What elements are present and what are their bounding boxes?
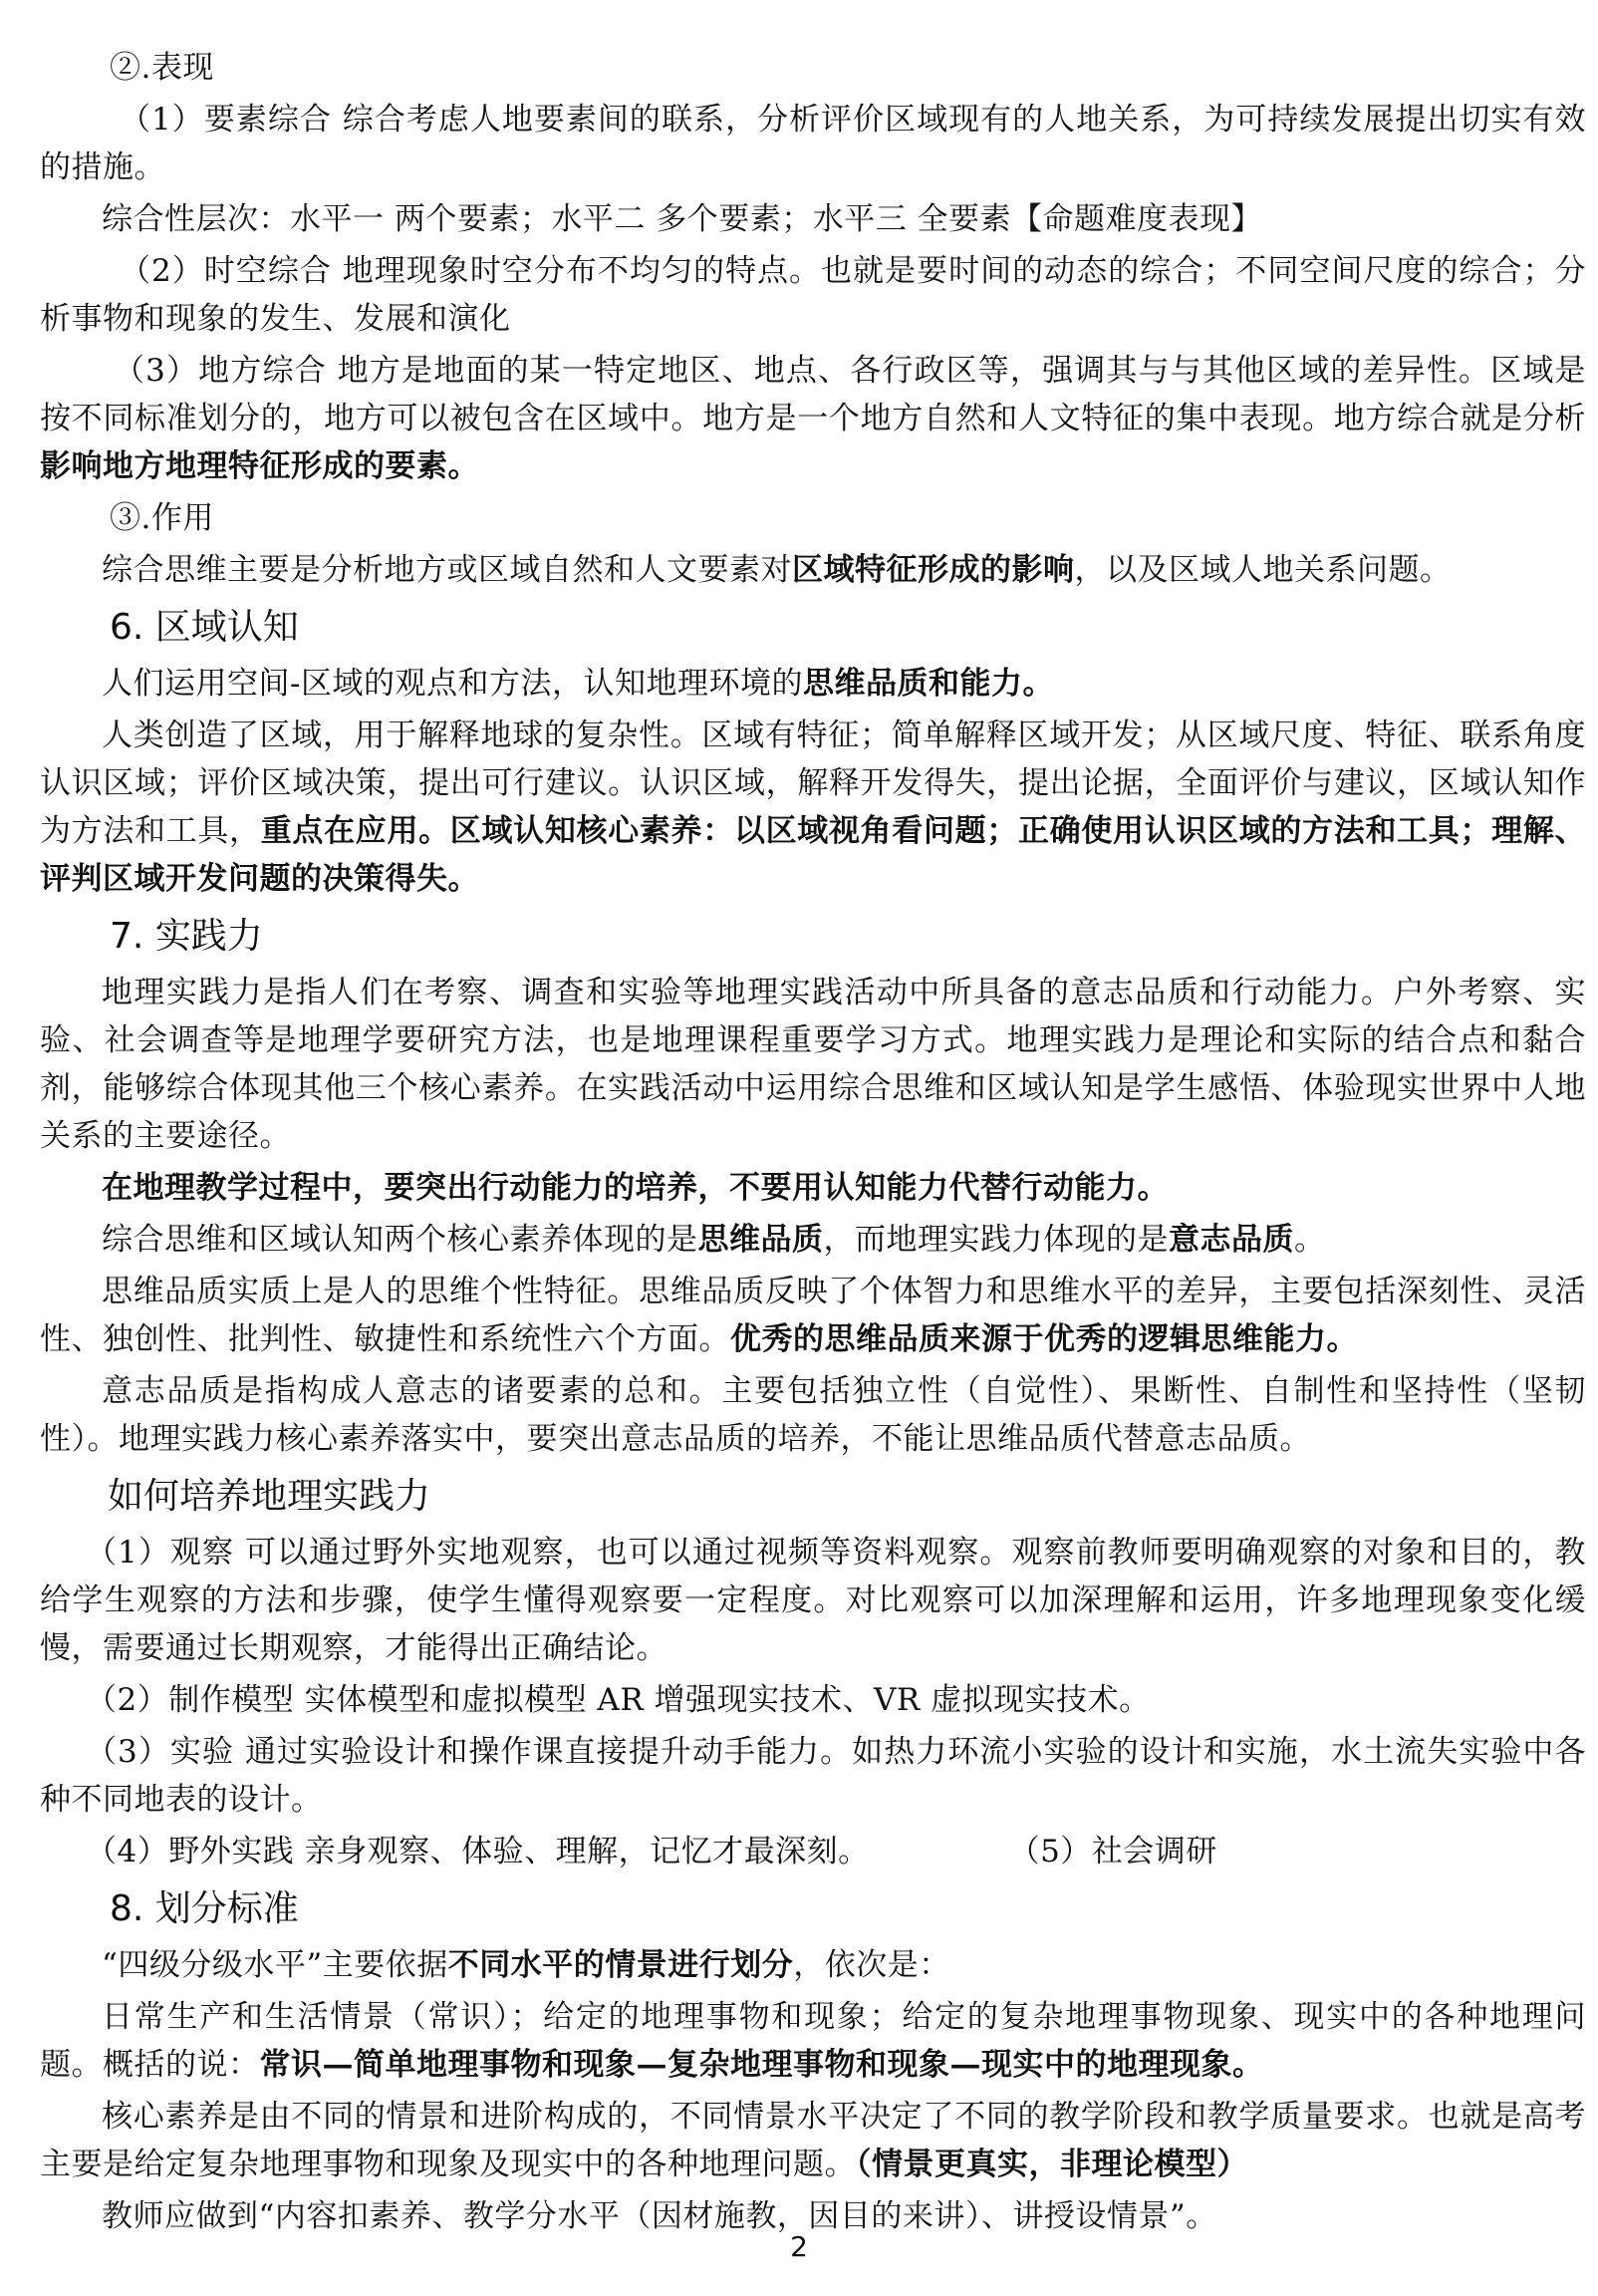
item2-text: 地理现象时空分布不均匀的特点。也就是要时间的动态的综合；不同空间尺度的综合；分析事物和现象的发生、发展和演化 (40, 253, 1586, 337)
item3-label: （3）地方综合 (114, 353, 327, 389)
howto-item-2: （2）制作模型 实体模型和虚拟模型 AR 增强现实技术、VR 虚拟现实技术。 (86, 1682, 1151, 1718)
sec7-p3-text-a: 综合思维和区域认知两个核心素养体现的是 (102, 1222, 698, 1258)
sec7-p3-bold-1: 思维品质 (697, 1222, 824, 1258)
sec8-p1-bold: 不同水平的情景进行划分 (447, 1947, 794, 1983)
sec6-p2-bold: 重点在应用。区域认知核心素养：以区域视角看问题；正确使用认识区域的方法和工具；理解、评判区域开发问题的决策得失。 (40, 813, 1587, 897)
sec8-p2-bold: 常识—简单地理事物和现象—复杂地理事物和现象—现实中的地理现象。 (259, 2047, 1264, 2083)
sec6-p1-bold: 思维品质和能力。 (802, 666, 1054, 702)
sec7-p4-text: 思维品质实质上是人的思维个性特征。思维品质反映了个体智力和思维水平的差异，主要包括深刻性、灵活性、独创性、批判性、敏捷性和系统性六个方面。 (40, 1274, 1586, 1357)
paragraph-8-1 (40, 1941, 1586, 1989)
sec7-p3-bold-2: 意志品质 (1169, 1222, 1294, 1258)
page-number: 2 (790, 2230, 808, 2263)
howto-item-4: （4）野外实践 亲身观察、体验、理解，记忆才最深刻。 (86, 1834, 870, 1869)
paragraph-zuoyong (40, 546, 1586, 594)
zuoyong-text-bold: 区域特征形成的影响 (792, 552, 1075, 588)
section-heading-howto: 如何培养地理实践力 (108, 1476, 431, 1517)
sec7-p3-text-mid: ，而地理实践力体现的是 (823, 1222, 1169, 1258)
paragraph-7-2: 在地理教学过程中，要突出行动能力的培养，不要用认知能力代替行动能力。 (102, 1170, 1169, 1206)
sec6-p2-text: 人类创造了区域，用于解释地球的复杂性。区域有特征；简单解释区域开发；从区域尺度、特征、联系角度认识区域；评价区域决策，提出可行建议。认识区域，解释开发得失，提出论据，全面评价与建议，区域认知作为方法和工具， (40, 718, 1586, 849)
paragraph-8-2 (40, 1993, 1586, 2089)
section-heading-zuoyong: ③.作用 (110, 500, 214, 536)
sec8-p1-text-a: “四级分级水平”主要依据 (102, 1947, 448, 1983)
section-heading-6: 6. 区域认知 (110, 607, 299, 648)
sec8-p3-text: 核心素养是由不同的情景和进阶构成的，不同情景水平决定了不同的教学阶段和教学质量要求。也就是高考主要是给定复杂地理事物和现象及现实中的各种地理问题。 (40, 2099, 1586, 2182)
sec8-p3-bold: （情景更真实，非理论模型） (856, 2147, 1248, 2182)
paragraph-7-5: 意志品质是指构成人意志的诸要素的总和。主要包括独立性（自觉性）、果断性、自制性和坚持性（坚韧性）。地理实践力核心素养落实中，要突出意志品质的培养，不能让思维品质代替意志品质。 (40, 1373, 1586, 1457)
sec8-p2-text: 日常生产和生活情景（常识）；给定的地理事物和现象；给定的复杂地理事物现象、现实中的各种地理问题。概括的说： (40, 1999, 1586, 2083)
paragraph-item3 (40, 347, 1586, 490)
paragraph-8-3 (40, 2093, 1586, 2188)
paragraph-7-4 (40, 1268, 1586, 1363)
zuoyong-text-a: 综合思维主要是分析地方或区域自然和人文要素对 (102, 552, 792, 588)
paragraph-levels: 综合性层次：水平一 两个要素；水平二 多个要素；水平三 全要素【命题难度表现】 (102, 201, 1263, 237)
howto-item-4-5 (40, 1828, 1586, 1875)
paragraph-8-4: 教师应做到“内容扣素养、教学分水平（因材施教，因目的来讲）、讲授设情景”。 (102, 2198, 1217, 2234)
paragraph-7-1: 地理实践力是指人们在考察、调查和实验等地理实践活动中所具备的意志品质和行动能力。户外考察、实验、社会调查等是地理学要研究方法，也是地理课程重要学习方式。地理实践力是理论和实际的结合点和黏合剂，能够综合体现其他三个核心素养。在实践活动中运用综合思维和区域认知是学生感悟、体验现实世界中人地关系的主要途径。 (40, 975, 1586, 1154)
sec7-p4-bold: 优秀的思维品质来源于优秀的逻辑思维能力。 (730, 1321, 1358, 1357)
section-heading-8: 8. 划分标准 (110, 1888, 299, 1929)
paragraph-item2 (40, 247, 1586, 343)
section-heading-7: 7. 实践力 (110, 916, 263, 957)
sec8-p1-text-b: ，依次是： (793, 1947, 950, 1983)
item3-text: 地方是地面的某一特定地区、地点、各行政区等，强调其与与其他区域的差异性。区域是按不同标准划分的，地方可以被包含在区域中。地方是一个地方自然和人文特征的集中表现。地方综合就是分析 (40, 353, 1586, 436)
howto-item-5: （5）社会调研 (1008, 1834, 1217, 1869)
section-heading-biaoxian: ②.表现 (110, 50, 214, 86)
howto-item-3: （3）实验 通过实验设计和操作课直接提升动手能力。如热力环流小实验的设计和实施，水土流失实验中各种不同地表的设计。 (40, 1734, 1586, 1818)
item2-label: （2）时空综合 (120, 253, 332, 289)
paragraph-7-3 (40, 1216, 1586, 1264)
zuoyong-text-b: ，以及区域人地关系问题。 (1074, 552, 1452, 588)
howto-item-1: （1）观察 可以通过野外实地观察，也可以通过视频等资料观察。观察前教师要明确观察的对象和目的，教给学生观察的方法和步骤，使学生懂得观察要一定程度。对比观察可以加深理解和运用，许多地理现象变化缓慢，需要通过长期观察，才能得出正确结论。 (40, 1535, 1586, 1666)
document-page (40, 44, 1586, 2244)
paragraph-6-2 (40, 712, 1586, 903)
paragraph-item1 (40, 96, 1586, 191)
sec6-p1-text: 人们运用空间-区域的观点和方法，认知地理环境的 (102, 666, 803, 702)
item1-label: （1）要素综合 (120, 102, 332, 138)
item3-bold: 影响地方地理特征形成的要素。 (40, 448, 479, 484)
item1-text: 综合考虑人地要素间的联系，分析评价区域现有的人地关系，为可持续发展提出切实有效的措施。 (40, 102, 1586, 185)
paragraph-6-1 (40, 660, 1586, 708)
sec7-p3-text-end: 。 (1294, 1222, 1326, 1258)
